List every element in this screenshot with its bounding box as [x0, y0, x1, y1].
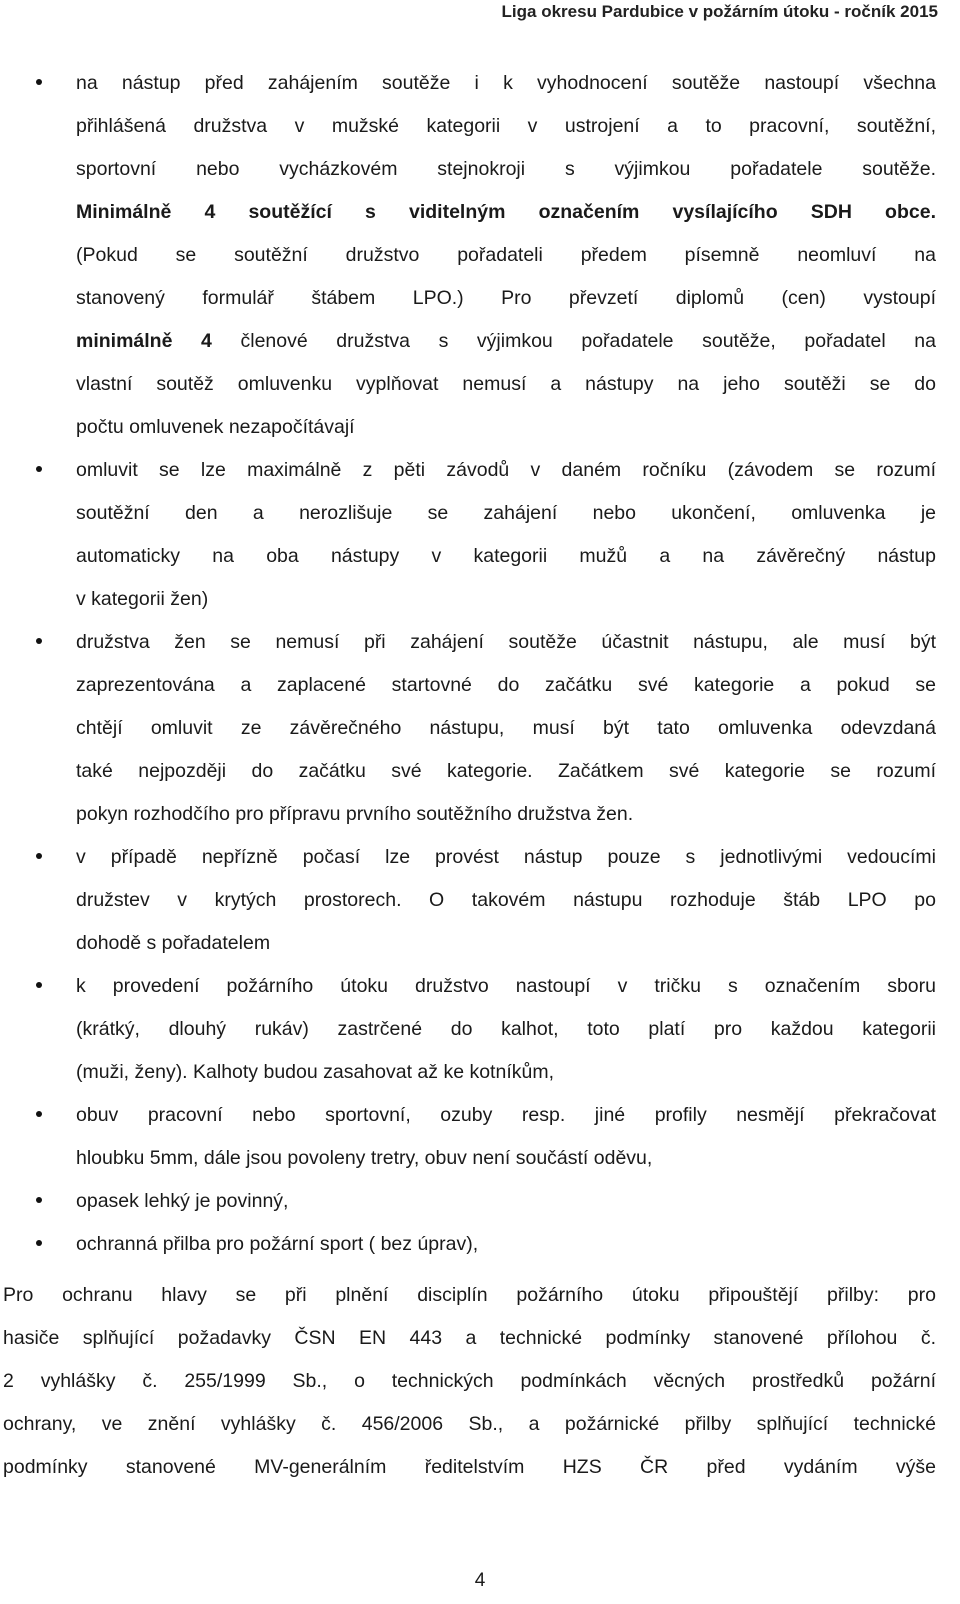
page-number: 4 [474, 1570, 486, 1591]
text-line: v případě nepřízně počasí lze provést nástup pouze s jednotlivými vedoucími [76, 846, 936, 868]
helmet-paragraph [3, 1274, 936, 1489]
text-line: vlastní soutěž omluvenku vyplňovat nemusí a nástupy na jeho soutěži se do [76, 373, 936, 395]
text-line: automaticky na oba nástupy v kategorii mužů a na závěrečný nástup [76, 545, 936, 567]
bold-text: minimálně 4 [76, 330, 212, 352]
text-line: Pro ochranu hlavy se při plnění disciplín požárního útoku připouštějí přilby: pro [3, 1284, 936, 1306]
list-item [0, 836, 960, 965]
text-line: opasek lehký je povinný, [76, 1190, 289, 1212]
bullet-icon [36, 79, 42, 85]
text-line: pokyn rozhodčího pro přípravu prvního soutěžního družstva žen. [76, 803, 634, 825]
text-line: chtějí omluvit ze závěrečného nástupu, musí být tato omluvenka odevzdaná [76, 717, 936, 739]
bullet-icon [36, 1197, 42, 1203]
text-line: družstva žen se nemusí při zahájení soutěže účastnit nástupu, ale musí být [76, 631, 936, 653]
bullet-icon [36, 853, 42, 859]
list-item [0, 1180, 960, 1223]
text-line [76, 320, 936, 363]
text-line: ochrany, ve znění vyhlášky č. 456/2006 Sb., a požárnické přilby splňující technické [3, 1413, 936, 1435]
list-item [0, 965, 960, 1094]
text-line: sportovní nebo vycházkovém stejnokroji s výjimkou pořadatele soutěže. [76, 158, 936, 180]
text-line: na nástup před zahájením soutěže i k vyhodnocení soutěže nastoupí všechna [76, 72, 936, 94]
bullet-icon [36, 1240, 42, 1246]
list-item [0, 449, 960, 621]
list-item [0, 62, 960, 449]
text-fragment: členové družstva s výjimkou pořadatele soutěže, pořadatel na [211, 330, 936, 352]
text-line: 2 vyhlášky č. 255/1999 Sb., o technických podmínkách věcných prostředků požární [3, 1370, 936, 1392]
text-line: obuv pracovní nebo sportovní, ozuby resp. jiné profily nesmějí překračovat [76, 1104, 936, 1126]
text-line: soutěžní den a nerozlišuje se zahájení nebo ukončení, omluvenka je [76, 502, 936, 524]
text-line: družstev v krytých prostorech. O takovém nástupu rozhoduje štáb LPO po [76, 889, 936, 911]
list-item [0, 1223, 960, 1266]
bullet-icon [36, 982, 42, 988]
text-line: omluvit se lze maximálně z pěti závodů v daném ročníku (závodem se rozumí [76, 459, 936, 481]
text-line: počtu omluvenek nezapočítávají [76, 416, 355, 438]
text-line: v kategorii žen) [76, 588, 209, 610]
text-line: přihlášená družstva v mužské kategorii v ustrojení a to pracovní, soutěžní, [76, 115, 936, 137]
bullet-icon [36, 1111, 42, 1117]
text-line: hloubku 5mm, dále jsou povoleny tretry, obuv není součástí oděvu, [76, 1147, 653, 1169]
page-header: Liga okresu Pardubice v požárním útoku - ročník 2015 [501, 2, 938, 21]
text-line: k provedení požárního útoku družstvo nastoupí v tričku s označením sboru [76, 975, 936, 997]
text-line: stanovený formulář štábem LPO.) Pro převzetí diplomů (cen) vystoupí [76, 287, 936, 309]
bullet-icon [36, 466, 42, 472]
text-line: (Pokud se soutěžní družstvo pořadateli předem písemně neomluví na [76, 244, 936, 266]
text-line: hasiče splňující požadavky ČSN EN 443 a technické podmínky stanovené přílohou č. [3, 1327, 936, 1349]
text-line: také nejpozději do začátku své kategorie. Začátkem své kategorie se rozumí [76, 760, 936, 782]
text-line: ochranná přilba pro požární sport ( bez úprav), [76, 1233, 479, 1255]
bullet-icon [36, 638, 42, 644]
list-item [0, 1094, 960, 1180]
bold-text-line: Minimálně 4 soutěžící s viditelným označením vysílajícího SDH obce. [76, 201, 936, 223]
text-line: podmínky stanovené MV-generálním ředitelstvím HZS ČR před vydáním výše [3, 1456, 936, 1478]
text-line: zaprezentována a zaplacené startovné do začátku své kategorie a pokud se [76, 674, 936, 696]
rules-list [0, 62, 960, 1266]
text-line: (muži, ženy). Kalhoty budou zasahovat až ke kotníkům, [76, 1061, 554, 1083]
text-line: dohodě s pořadatelem [76, 932, 271, 954]
text-line: (krátký, dlouhý rukáv) zastrčené do kalhot, toto platí pro každou kategorii [76, 1018, 936, 1040]
list-item [0, 621, 960, 836]
